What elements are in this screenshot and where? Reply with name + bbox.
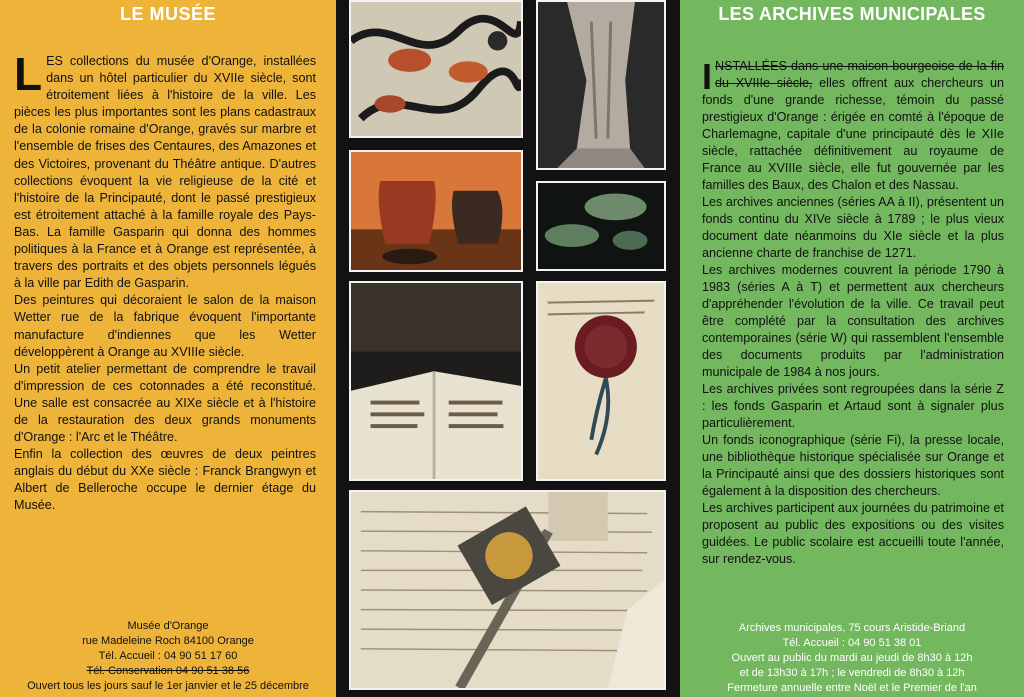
statue-photo bbox=[536, 0, 666, 170]
museum-title: LE MUSÉE bbox=[119, 4, 216, 24]
bowls-photo bbox=[536, 181, 666, 271]
archives-paragraph: Les archives anciennes (séries AA à II), présentent un fonds continu du XIVe siècle à 1789 ; le plus vieux document date néanmoins du XIe siècle et la plus ancienne charte de franchise de 1271. bbox=[702, 195, 1004, 260]
archives-panel bbox=[680, 0, 1024, 697]
archives-closure: Fermeture annuelle entre Noël et le Premier de l'an bbox=[727, 682, 977, 694]
seal-photo bbox=[536, 281, 666, 481]
archives-dropcap: I bbox=[702, 56, 713, 97]
museum-paragraph: Un petit atelier permettant de comprendre le travail d'impression de ces cotonnades a été reconstitué. Une salle est consacrée au XIXe siècle et à l'histoire de la restauration des deux grands monuments d'Orange : l'Arc et le Théâtre. bbox=[14, 361, 316, 445]
museum-paragraph-text: ES collections du musée d'Orange, installées dans un hôtel particulier du XVIIe siècle, sont étroitement liées à l'histoire de la ville. Les pièces les plus importantes sont les plans cadastraux de la colonie romaine d'Orange, gravés sur marbre et l'ensemble de frises des Centaures, des Amazones et des Victoires, provenant du Théâtre antique. D'autres collections évoquent la vie religieuse de la cité et l'histoire de la Principauté, dont le passé prestigieux est étroitement attaché à la famille royale des Pays-Bas. La famille Gasparin qui donna des hommes politiques à la France et à Orange est représentée, à travers des portraits et des objets personnels légués à la ville par Edith de Gasparin. bbox=[14, 54, 316, 291]
archives-paragraph-text: elles offrent aux chercheurs un fonds d'une grande richesse, témoin du passé prestigieux d'Orange : érigée en comté à l'époque de Charlemagne, capitale d'une principauté dès le XIIe siècle, rattachée définitivement au royaume de France au XVIIIe siècle, elle fut gouvernée par les familles des Baux, des Chalon et des Nassau. bbox=[702, 76, 1004, 192]
archives-phone: Tél. Accueil : 04 90 51 38 01 bbox=[782, 637, 922, 649]
archives-address: Archives municipales, 75 cours Aristide-Briand bbox=[738, 622, 966, 634]
archives-paragraph: Un fonds iconographique (série Fi), la presse locale, une bibliothèque historique spécialisée sur Orange et la Principauté ainsi que des dossiers historiques sont également à la disposition des chercheurs. bbox=[702, 433, 1004, 498]
museum-dropcap: L bbox=[14, 48, 43, 100]
museum-address: rue Madeleine Roch 84100 Orange bbox=[82, 635, 254, 647]
museum-text bbox=[14, 48, 316, 515]
archives-paragraph bbox=[702, 58, 1004, 194]
charter-photo bbox=[349, 490, 666, 690]
pottery-photo bbox=[349, 150, 523, 272]
museum-panel bbox=[0, 0, 336, 697]
archives-contact bbox=[680, 621, 1024, 696]
museum-hours: Ouvert tous les jours sauf le 1er janvier et le 25 décembre bbox=[27, 680, 309, 692]
museum-paragraph: Enfin la collection des œuvres de deux peintres anglais du début du XXe siècle : Franck Brangwyn et Albert de Belleroche occupe le dernier étage du Musée. bbox=[14, 447, 316, 513]
museum-paragraph bbox=[14, 48, 316, 292]
archives-hours: Ouvert au public du mardi au jeudi de 8h30 à 12h bbox=[731, 652, 973, 664]
book-photo bbox=[349, 281, 523, 481]
photo-column bbox=[336, 0, 680, 697]
archives-title: LES ARCHIVES MUNICIPALES bbox=[718, 4, 986, 24]
museum-phone-struck: Tél. Conservation 04 90 51 38 56 bbox=[86, 665, 250, 677]
mosaic-photo bbox=[349, 0, 523, 138]
museum-name: Musée d'Orange bbox=[127, 620, 209, 632]
archives-paragraph: Les archives participent aux journées du patrimoine et proposent au public des expositions ou des visites guidées. Le public scolaire est accueilli toute l'année, sur rendez-vous. bbox=[702, 501, 1004, 566]
museum-contact bbox=[0, 619, 336, 694]
archives-paragraph: Les archives modernes couvrent la période 1790 à 1983 (séries A à T) et permettent aux chercheurs d'appréhender l'évolution de la ville. Ce travail peut être complété par la consultation des archives contemporaines (série W) qui rassemblent l'ensemble des documents produits par l'administration municipale de 1984 à nos jours. bbox=[702, 263, 1004, 379]
archives-text bbox=[702, 58, 1004, 568]
archives-struck-text: NSTALLÉES dans une maison bourgeoise de la fin du XVIIIe siècle, bbox=[715, 59, 1004, 90]
archives-paragraph: Les archives privées sont regroupées dans la série Z : les fonds Gasparin et Artaud sont à signaler plus particulièrement. bbox=[702, 382, 1004, 430]
museum-paragraph: Des peintures qui décoraient le salon de la maison Wetter rue de la fabrique évoquent l'importante manufacture d'indiennes que les Wetter développèrent à Orange au XVIIIe siècle. bbox=[14, 293, 316, 359]
archives-hours: et de 13h30 à 17h ; le vendredi de 8h30 à 12h bbox=[739, 667, 965, 679]
museum-phone: Tél. Accueil : 04 90 51 17 60 bbox=[98, 650, 238, 662]
